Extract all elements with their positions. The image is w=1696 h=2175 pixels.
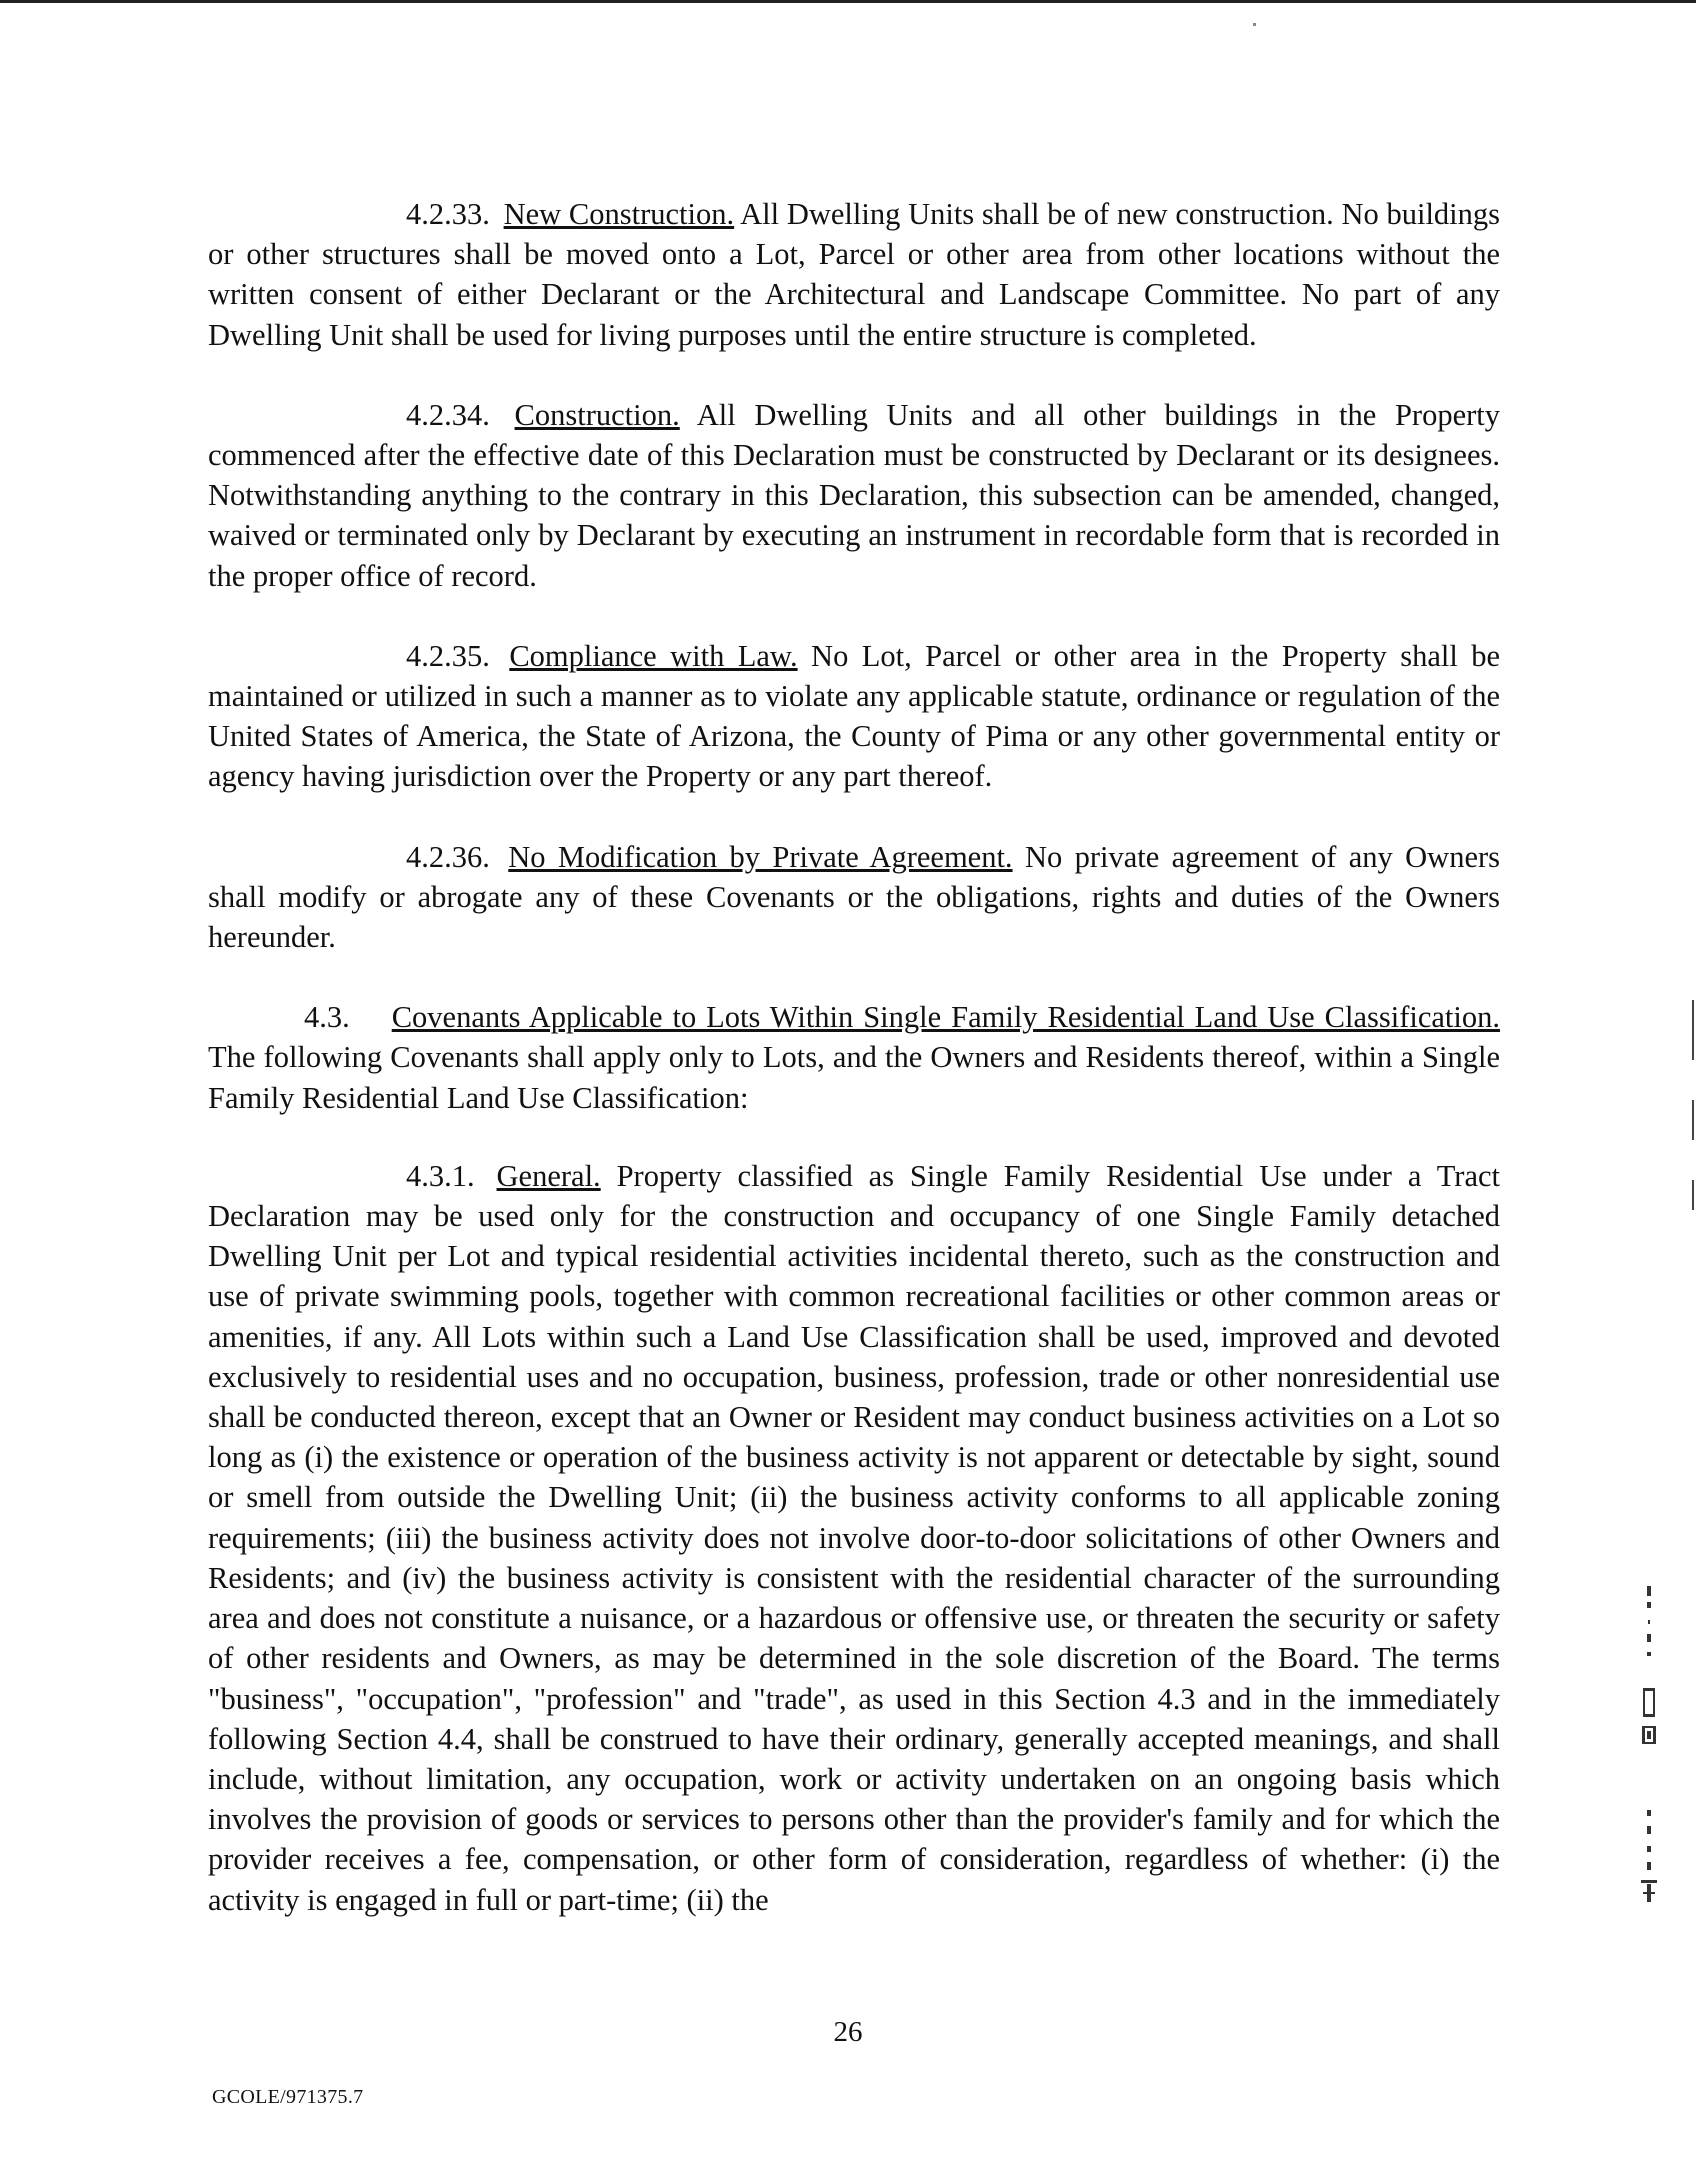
section-body: All Dwelling Units and all other buildings in the Property commenced after the effective date of this Declaration must be constructed by Declarant or its designees. Notwithstanding anything to the contrary in this Declaration, this subsection can be amended, changed, waived or terminated only by Declarant by executing an instrument in recordable form that is recorded in the proper office of record. [208,397,1501,593]
scan-edge-mark [1692,1180,1694,1210]
section-body: No private agreement of any Owners shall modify or abrogate any of these Covenants or the obligations, rights and duties of the Owners hereunder. [208,839,1501,955]
section-number: 4.2.35. [406,638,490,673]
paragraph-4-2-35 [208,636,1500,797]
paragraph-4-3 [208,997,1500,1118]
document-body [208,194,1500,1920]
section-number: 4.3. [304,1000,350,1035]
section-heading: General. [496,1158,601,1193]
section-heading: Construction. [514,397,680,432]
paragraph-4-2-33 [208,194,1500,355]
section-number: 4.2.33. [406,197,490,231]
scan-speck [1253,23,1256,26]
page-number: 26 [833,2016,863,2048]
section-body: All Dwelling Units shall be of new construction. No buildings or other structures shall be moved onto a Lot, Parcel or other area from other locations without the written consent of either Declarant or the Architectural and Landscape Committee. No part of any Dwelling Unit shall be used for living purposes until the entire structure is completed. [208,197,1501,352]
section-number: 4.2.34. [406,397,490,432]
paragraph-4-2-34 [208,395,1500,596]
document-id: GCOLE/971375.7 [212,2086,364,2108]
section-number: 4.2.36. [406,839,490,874]
section-body: The following Covenants shall apply only to Lots, and the Owners and Residents thereof, within a Single Family Residential Land Use Classification: [208,1040,1500,1115]
section-heading: Covenants Applicable to Lots Within Single Family Residential Land Use Classification. [391,1000,1501,1035]
paragraph-4-3-1 [208,1156,1500,1920]
section-body: No Lot, Parcel or other area in the Property shall be maintained or utilized in such a manner as to violate any applicable statute, ordinance or regulation of the United States of America, the State of Arizona, the County of Pima or any other governmental entity or agency having jurisdiction over the Property or any part thereof. [208,638,1501,794]
section-number: 4.3.1. [406,1158,475,1193]
scan-edge-mark [1692,1000,1694,1060]
paragraph-4-2-36 [208,837,1500,958]
section-body: Property classified as Single Family Residential Use under a Tract Declaration may be used only for the construction and occupancy of one Single Family detached Dwelling Unit per Lot and typical residential activities incidental thereto, such as the construction and use of private swimming pools, together with common recreational facilities or other common areas or amenities, if any. All Lots within such a Land Use Classification shall be used, improved and devoted exclusively to residential uses and no occupation, business, profession, trade or other nonresidential use shall be conducted thereon, except that an Owner or Resident may conduct business activities on a Lot so long as (i) the existence or operation of the business activity is not apparent or detectable by sight, sound or smell from outside the Dwelling Unit; (ii) the business activity conforms to all applicable zoning requirements; (iii) the business activity does not involve door-to-door solicitations of other Owners and Residents; and (iv) the business activity is consistent with the residential character of the surrounding area and does not constitute a nuisance, or a hazardous or offensive use, or threaten the security or safety of other residents and Owners, as may be determined in the sole discretion of the Board. The terms "business", "occupation", "profession" and "trade", as used in this Section 4.3 and in the immediately following Section 4.4, shall be construed to have their ordinary, generally accepted meanings, and shall include, without limitation, any occupation, work or activity undertaken on an ongoing basis which involves the provision of goods or services to persons other than the provider's family and for which the provider receives a fee, compensation, or other form of consideration, regardless of whether: (i) the activity is engaged in full or part-time; (ii) the [208,1158,1501,1917]
scan-edge-mark [1692,1100,1694,1140]
binder-stamp-mark [1637,1580,1663,1920]
section-heading: New Construction. [503,197,735,231]
section-heading: Compliance with Law. [509,638,798,673]
section-heading: No Modification by Private Agreement. [508,839,1013,874]
scan-top-edge [0,0,1696,3]
